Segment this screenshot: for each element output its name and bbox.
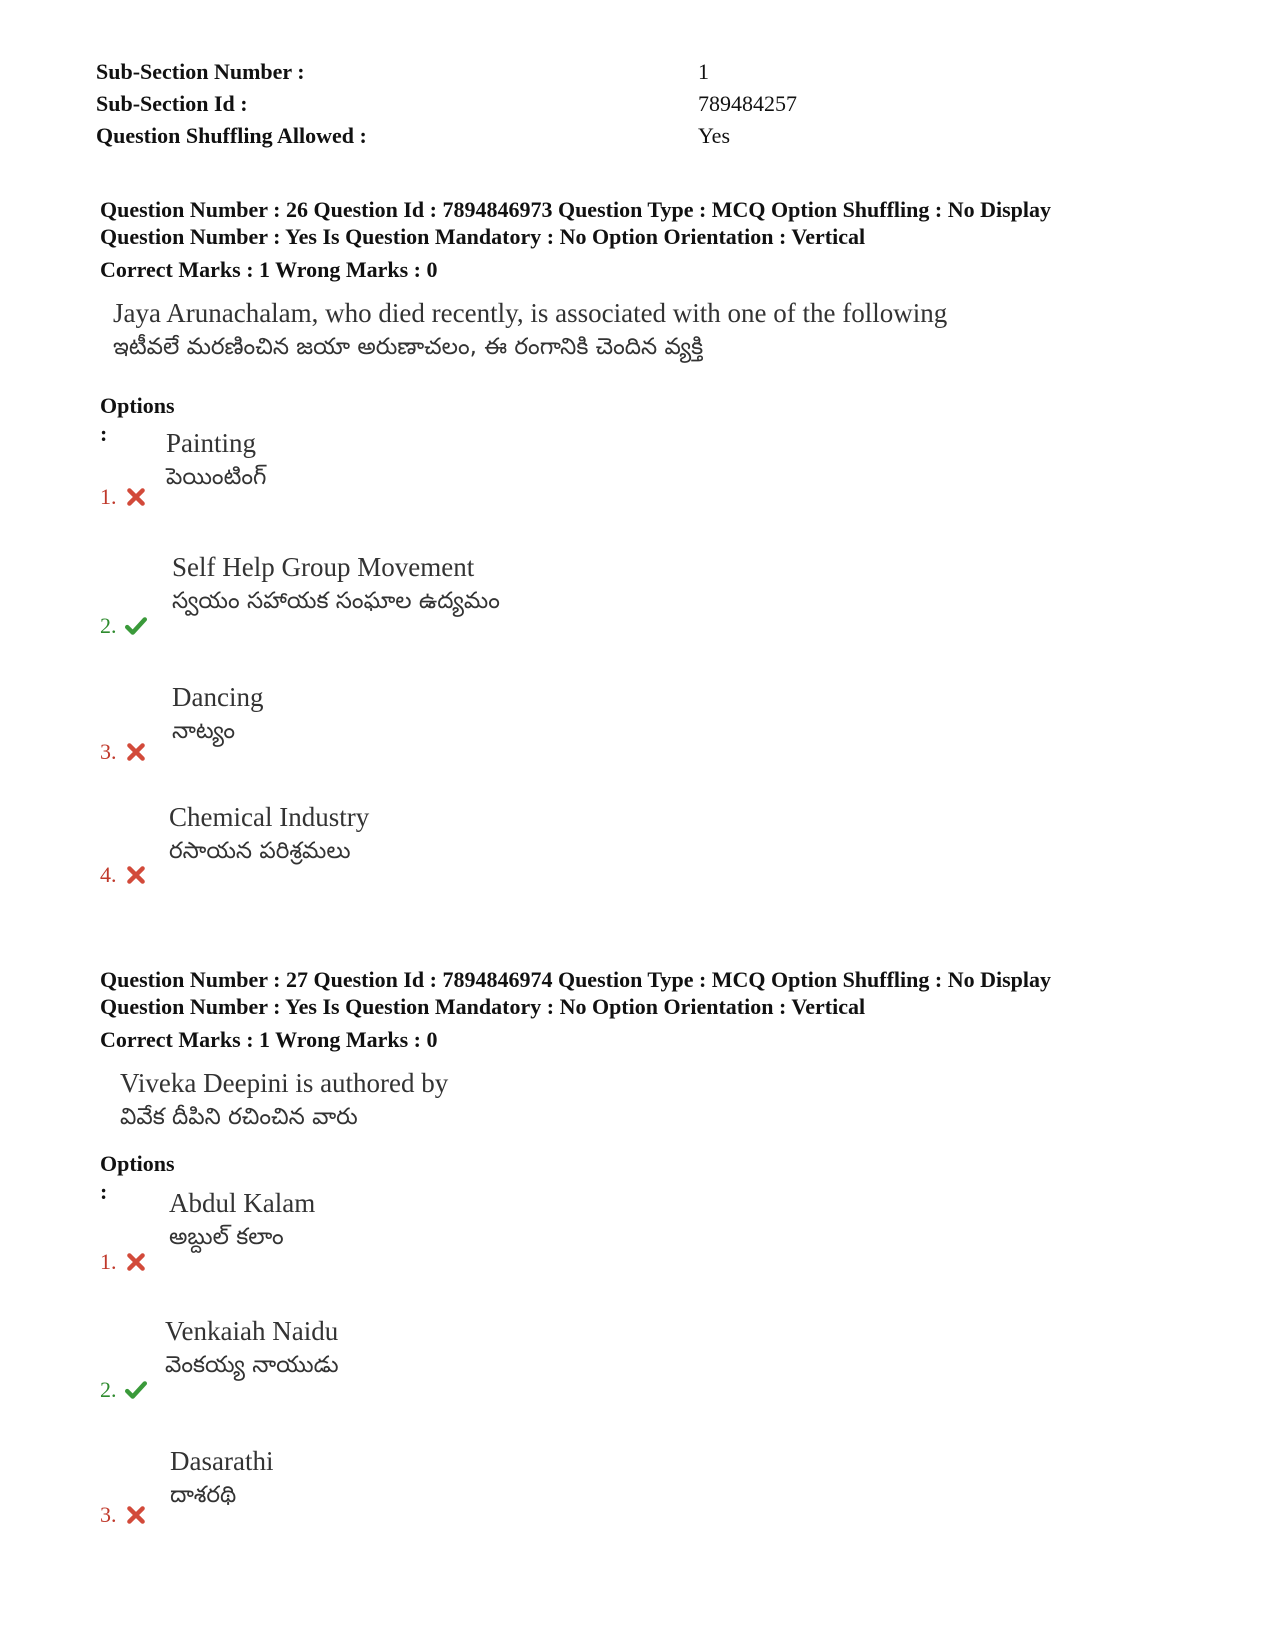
option-number-wrong: 1. xyxy=(100,1250,147,1274)
option-number-wrong: 3. xyxy=(100,740,147,764)
option-text xyxy=(170,1444,273,1512)
cross-icon xyxy=(125,486,147,508)
option-telugu: పెయింటింగ్ xyxy=(166,464,267,490)
option-text xyxy=(172,680,263,748)
cross-icon xyxy=(125,1251,147,1273)
question-text-english: Viveka Deepini is authored by xyxy=(120,1068,449,1098)
option-number-wrong: 1. xyxy=(100,485,147,509)
option-text xyxy=(172,550,500,618)
option-telugu: దాశరథి xyxy=(170,1482,237,1508)
subsection-number-value: 1 xyxy=(698,59,709,84)
option-text xyxy=(169,1186,315,1254)
question-text xyxy=(120,1066,448,1134)
options-label: Options : xyxy=(100,1151,175,1204)
option-telugu: అబ్దుల్ కలాం xyxy=(169,1224,284,1250)
question-header-line1: Question Number : 26 Question Id : 7894846973 Question Type : MCQ Option Shuffling : No Display xyxy=(100,197,1052,222)
question-header-line2: Question Number : Yes Is Question Mandatory : No Option Orientation : Vertical xyxy=(100,994,866,1019)
option-number-wrong: 3. xyxy=(100,1503,147,1527)
option-english: Dasarathi xyxy=(170,1446,274,1476)
option-number-correct: 2. xyxy=(100,1378,147,1402)
option-english: Dancing xyxy=(172,682,264,712)
option-telugu: స్వయం సహాయక సంఘాల ఉద్యమం xyxy=(172,588,500,614)
option-text xyxy=(165,1314,339,1382)
option-number-wrong: 4. xyxy=(100,863,147,887)
cross-icon xyxy=(125,1504,147,1526)
cross-icon xyxy=(125,741,147,763)
option-english: Venkaiah Naidu xyxy=(165,1316,339,1346)
question-marks: Correct Marks : 1 Wrong Marks : 0 xyxy=(100,257,438,282)
question-text-telugu: వివేక దీపిని రచించిన వారు xyxy=(120,1104,358,1130)
check-icon xyxy=(125,1379,147,1401)
option-text xyxy=(169,800,369,868)
subsection-id-label: Sub-Section Id : xyxy=(96,91,248,116)
option-english: Painting xyxy=(166,428,257,458)
option-english: Self Help Group Movement xyxy=(172,552,475,582)
subsection-number-label: Sub-Section Number : xyxy=(96,59,305,84)
cross-icon xyxy=(125,864,147,886)
option-english: Chemical Industry xyxy=(169,802,370,832)
question-shuffling-label: Question Shuffling Allowed : xyxy=(96,123,367,148)
option-telugu: నాట్యం xyxy=(172,718,236,744)
question-text-english: Jaya Arunachalam, who died recently, is associated with one of the following xyxy=(113,298,948,328)
question-text-telugu: ఇటీవలే మరణించిన జయా అరుణాచలం, ఈ రంగానికి చెందిన వ్యక్తి xyxy=(113,334,704,360)
option-telugu: వెంకయ్య నాయుడు xyxy=(165,1352,339,1378)
options-label: Options : xyxy=(100,393,175,446)
question-header-line1: Question Number : 27 Question Id : 7894846974 Question Type : MCQ Option Shuffling : No Display xyxy=(100,967,1052,992)
subsection-id-value: 789484257 xyxy=(698,91,797,116)
option-number-correct: 2. xyxy=(100,614,147,638)
option-telugu: రసాయన పరిశ్రమలు xyxy=(169,838,351,864)
question-marks: Correct Marks : 1 Wrong Marks : 0 xyxy=(100,1027,438,1052)
question-text xyxy=(113,296,947,364)
check-icon xyxy=(125,615,147,637)
option-english: Abdul Kalam xyxy=(169,1188,316,1218)
question-header-line2: Question Number : Yes Is Question Mandatory : No Option Orientation : Vertical xyxy=(100,224,866,249)
question-shuffling-value: Yes xyxy=(698,123,731,148)
option-text xyxy=(166,426,266,494)
